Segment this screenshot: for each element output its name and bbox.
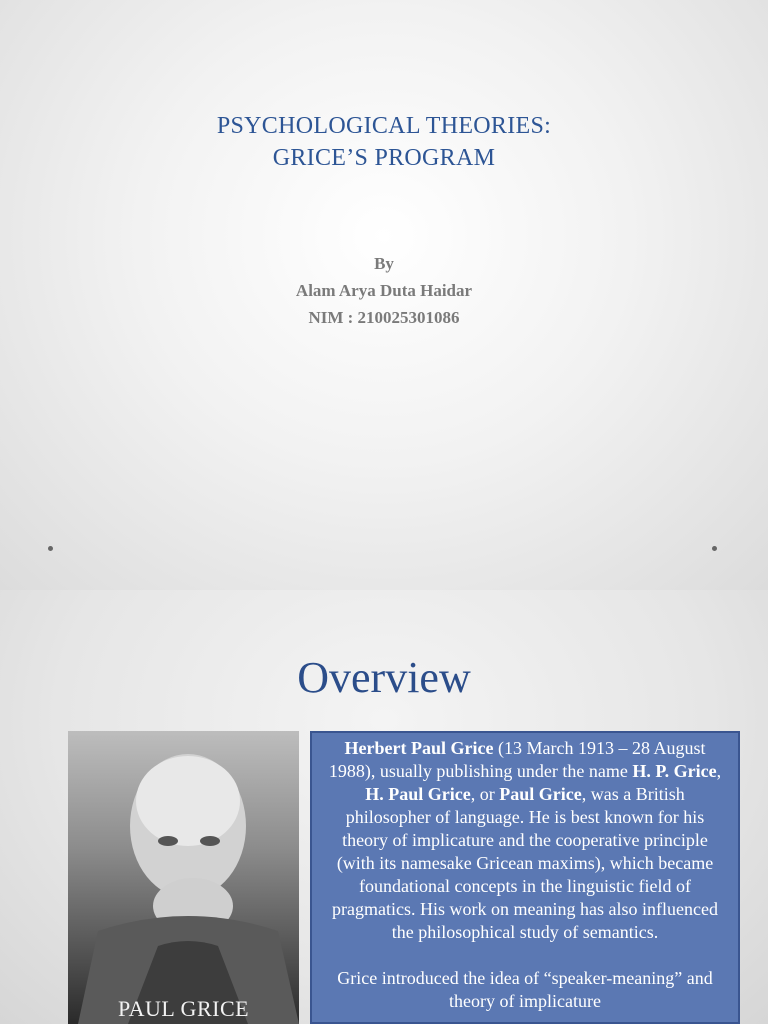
paul-grice-portrait <box>68 731 299 1024</box>
biography-paragraph-1 <box>324 737 726 944</box>
slide-dot-right <box>712 546 717 551</box>
slide-dot-left <box>48 546 53 551</box>
alias-paul-grice: Paul Grice <box>499 784 582 804</box>
bio-text-3: , or <box>470 784 500 804</box>
slide-title-line-2: GRICE’S PROGRAM <box>272 145 496 171</box>
by-label: By <box>374 254 394 273</box>
overview-heading: Overview <box>297 653 471 702</box>
biography-paragraph-2: Grice introduced the idea of “speaker-meaning” and theory of implicature <box>337 968 713 1011</box>
author-name: Alam Arya Duta Haidar <box>295 281 473 300</box>
portrait-illustration <box>68 731 299 1024</box>
bio-text-1: (13 March 1913 – 28 August 1988), usually publishing under the name <box>328 738 706 781</box>
portrait-caption: PAUL GRICE <box>117 996 250 1021</box>
bio-text-4: , was a British philosopher of language. He is best known for his theory of implicature and the cooperative principle (with its namesake Gricean maxims), which became foundational concepts in the linguistic field of pragmatics. His work on meaning has also influenced the philosophical study of semantics. <box>332 784 718 942</box>
bio-text-2: , <box>716 761 722 781</box>
biography-textbox <box>310 731 740 1024</box>
alias-hp-grice: H. P. Grice <box>632 761 717 781</box>
student-id: NIM : 210025301086 <box>308 308 460 327</box>
overview-slide <box>0 590 768 1024</box>
slide-title-line-1: PSYCHOLOGICAL THEORIES: <box>216 113 552 139</box>
alias-h-paul-grice: H. Paul Grice <box>365 784 471 804</box>
full-name: Herbert Paul Grice <box>344 738 494 758</box>
